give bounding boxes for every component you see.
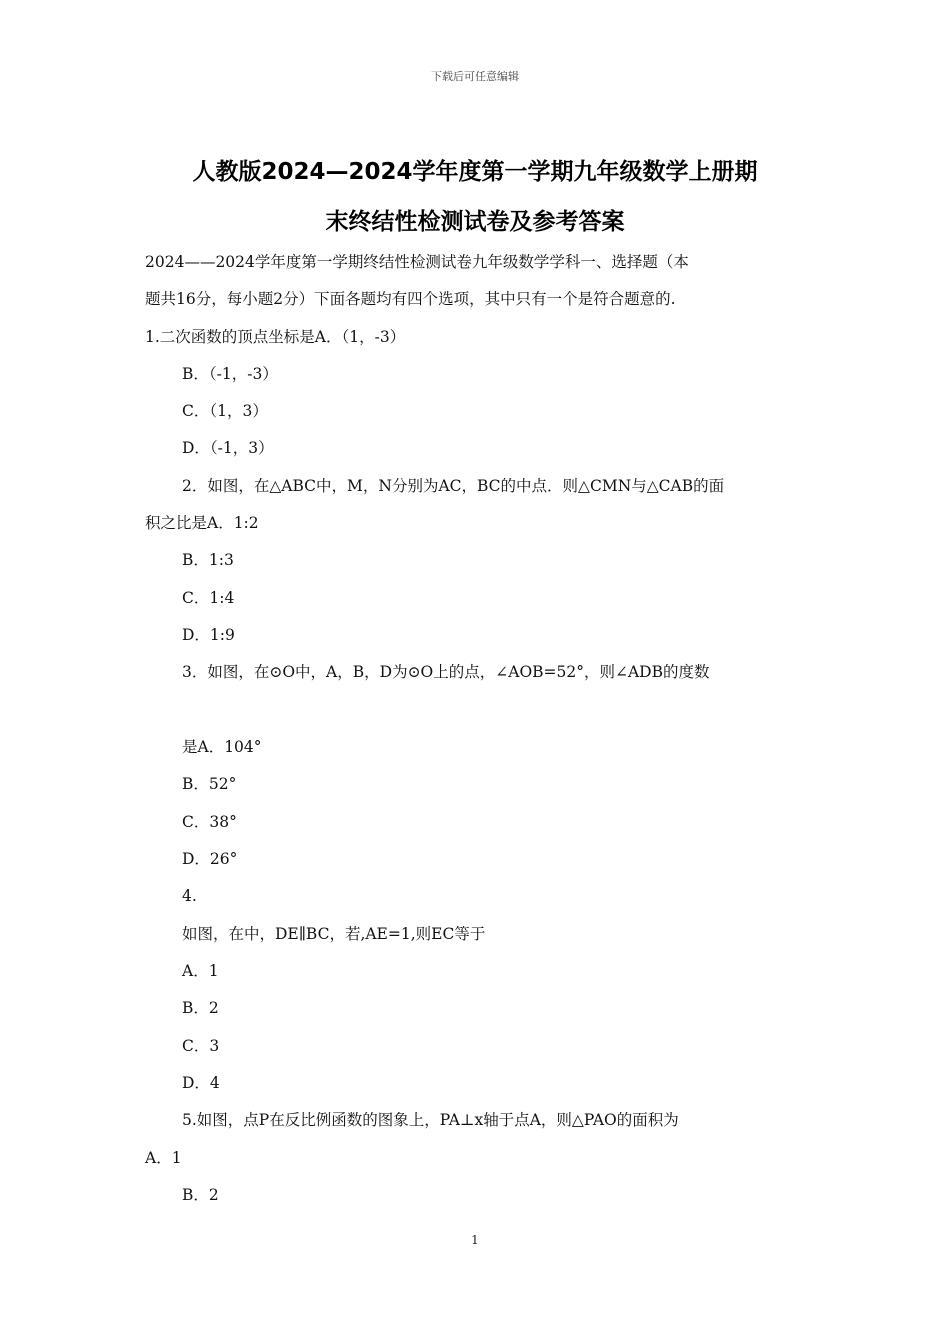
question-3-option-d: D．26°	[182, 850, 238, 868]
question-1-option-d: D．（-1，3）	[182, 439, 274, 457]
document-title-line-2: 末终结性检测试卷及参考答案	[325, 209, 625, 235]
question-5-option-b: B．2	[182, 1186, 219, 1204]
question-1-option-c: C．（1，3）	[182, 402, 268, 420]
question-3-option-b: B．52°	[182, 775, 237, 793]
document-title-line-1: 人教版2024—2024学年度第一学期九年级数学上册期	[192, 159, 758, 185]
question-2-option-c: C．1:4	[182, 589, 235, 607]
question-3-stem: 3．如图，在⊙O中，A，B，D为⊙O上的点，∠AOB=52°，则∠ADB的度数	[182, 663, 710, 681]
question-4-option-b: B．2	[182, 999, 219, 1017]
intro-line-2: 题共16分，每小题2分）下面各题均有四个选项，其中只有一个是符合题意的.	[145, 290, 676, 308]
question-4-stem: 如图，在中，DE∥BC，若,AE=1,则EC等于	[182, 925, 486, 943]
question-5-stem: 5.如图，点P在反比例函数的图象上，PA⊥x轴于点A，则△PAO的面积为	[182, 1111, 679, 1129]
question-2-stem: 2．如图，在△ABC中，M，N分别为AC，BC的中点．则△CMN与△CAB的面	[182, 477, 725, 495]
question-1-stem: 1.二次函数的顶点坐标是A．（1，-3）	[145, 328, 406, 346]
question-3-option-c: C．38°	[182, 813, 237, 831]
header-note: 下载后可任意编辑	[431, 70, 519, 83]
question-4-number: 4.	[182, 887, 197, 905]
question-2-stem-cont: 积之比是A．1:2	[145, 514, 259, 532]
question-1-option-b: B．（-1，-3）	[182, 365, 278, 383]
question-3-stem-cont: 是A．104°	[182, 738, 262, 756]
question-4-option-c: C．3	[182, 1037, 220, 1055]
question-2-option-d: D．1:9	[182, 626, 235, 644]
question-5-option-a: A．1	[145, 1149, 182, 1167]
page-number: 1	[471, 1233, 479, 1247]
intro-line-1: 2024——2024学年度第一学期终结性检测试卷九年级数学学科一、选择题（本	[145, 253, 689, 271]
question-4-option-a: A．1	[182, 962, 219, 980]
question-4-option-d: D．4	[182, 1074, 220, 1092]
question-2-option-b: B．1:3	[182, 551, 234, 569]
